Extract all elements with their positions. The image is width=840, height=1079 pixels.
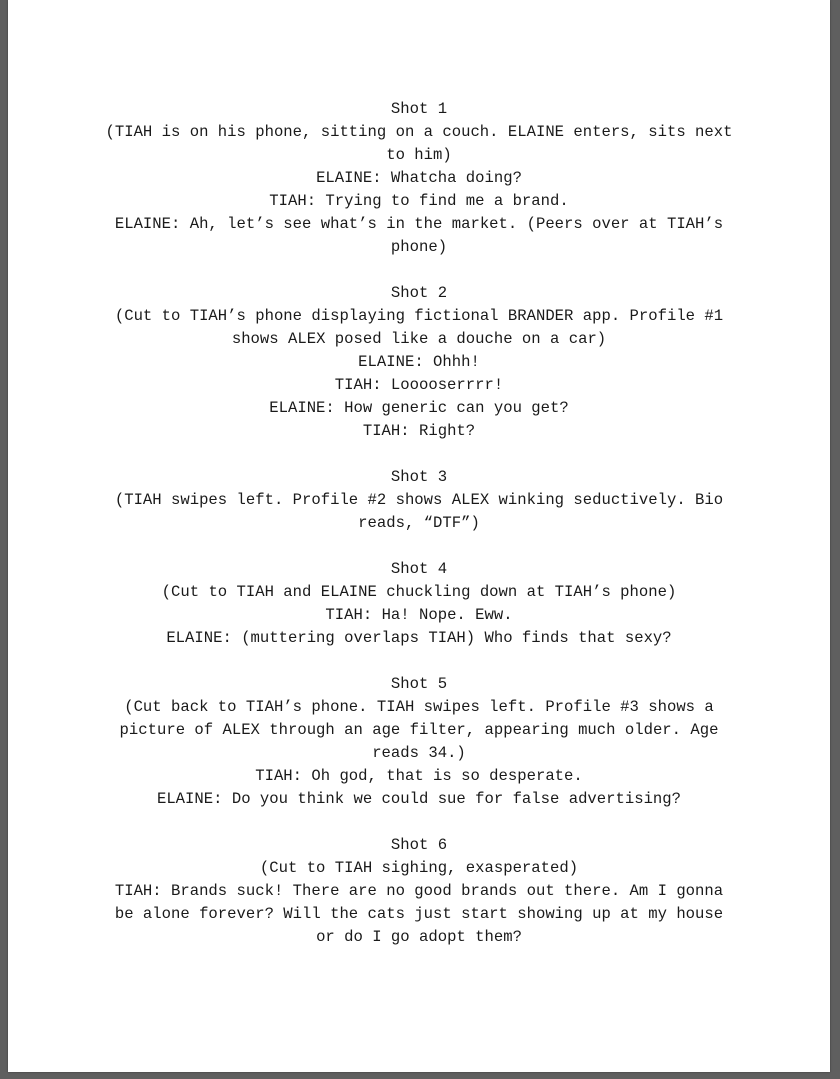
dialogue-line: ELAINE: Ah, let’s see what’s in the market. (Peers over at TIAH’s phone) (114, 215, 724, 256)
shot-5 (8, 673, 830, 811)
stage-direction: (Cut to TIAH and ELAINE chuckling down at TIAH’s phone) (161, 583, 677, 601)
dialogue-line: TIAH: Trying to find me a brand. (269, 192, 569, 210)
dialogue-line: TIAH: Ha! Nope. Eww. (325, 606, 513, 624)
dialogue-line: TIAH: Oh god, that is so desperate. (255, 767, 583, 785)
dialogue-line: ELAINE: (muttering overlaps TIAH) Who finds that sexy? (166, 629, 672, 647)
stage-direction: (Cut to TIAH’s phone displaying fictional BRANDER app. Profile #1 shows ALEX posed like a douche on a car) (114, 307, 724, 348)
shot-6 (8, 834, 830, 949)
document-page (8, 0, 830, 1072)
shot-4 (8, 558, 830, 650)
shot-title: Shot 3 (390, 468, 448, 486)
shot-2 (8, 282, 830, 443)
stage-direction: (Cut back to TIAH’s phone. TIAH swipes left. Profile #3 shows a picture of ALEX through an age filter, appearing much older. Age reads 34.) (119, 698, 719, 762)
shot-title: Shot 2 (390, 284, 448, 302)
shot-3 (8, 466, 830, 535)
script-body (8, 98, 830, 972)
dialogue-line: ELAINE: Do you think we could sue for false advertising? (156, 790, 682, 808)
stage-direction: (TIAH is on his phone, sitting on a couch. ELAINE enters, sits next to him) (105, 123, 733, 164)
shot-title: Shot 5 (390, 675, 448, 693)
shot-title: Shot 1 (390, 100, 448, 118)
shot-title: Shot 4 (390, 560, 448, 578)
shot-1 (8, 98, 830, 259)
dialogue-line: ELAINE: Ohhh! (358, 353, 480, 371)
shot-title: Shot 6 (390, 836, 448, 854)
dialogue-line: TIAH: Right? (362, 422, 476, 440)
dialogue-line: TIAH: Looooserrrr! (334, 376, 504, 394)
dialogue-line: ELAINE: How generic can you get? (269, 399, 569, 417)
stage-direction: (TIAH swipes left. Profile #2 shows ALEX winking seductively. Bio reads, “DTF”) (114, 491, 724, 532)
dialogue-line: TIAH: Brands suck! There are no good brands out there. Am I gonna be alone forever? Will the cats just start showing up at my house or do I go adopt them? (114, 882, 724, 946)
dialogue-line: ELAINE: Whatcha doing? (316, 169, 522, 187)
stage-direction: (Cut to TIAH sighing, exasperated) (259, 859, 579, 877)
